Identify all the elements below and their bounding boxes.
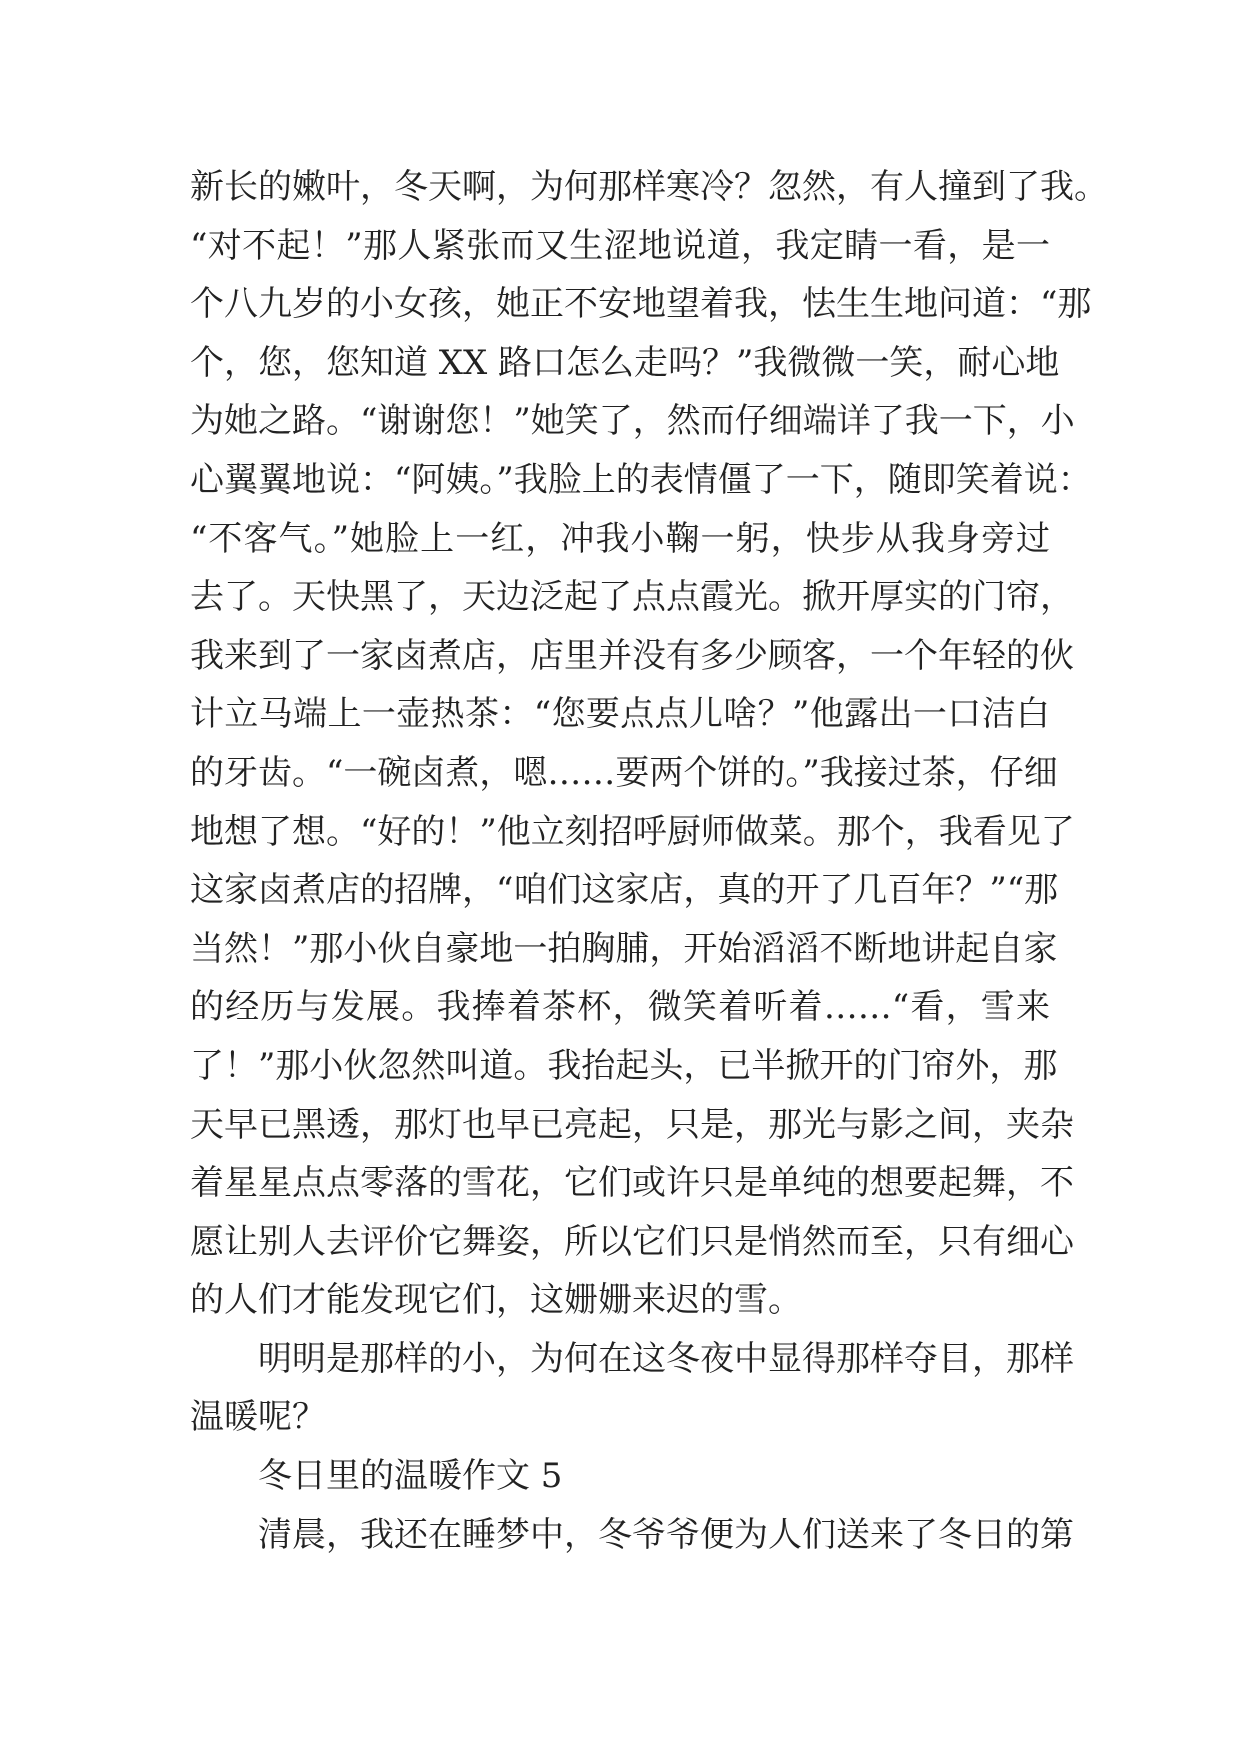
text-line: 这家卤煮店的招牌，“咱们这家店，真的开了几百年？”“那 [190, 870, 1059, 911]
text-line: 为她之路。“谢谢您！”她笑了，然而仔细端详了我一下，小 [190, 401, 1075, 442]
text-line: 着星星点点零落的雪花，它们或许只是单纯的想要起舞，不 [190, 1163, 1074, 1204]
text-line: 新长的嫩叶，冬天啊，为何那样寒冷？忽然，有人撞到了我。 [190, 167, 1108, 207]
text-line: 的人们才能发现它们，这姗姗来迟的雪。 [190, 1280, 802, 1321]
text-line: 我来到了一家卤煮店，店里并没有多少顾客，一个年轻的伙 [190, 635, 1074, 676]
text-line: 心翼翼地说：“阿姨。”我脸上的表情僵了一下，随即笑着说： [190, 459, 1092, 500]
text-line: “对不起！”那人紧张而又生涩地说道，我定睛一看，是一 [190, 225, 1050, 266]
text-line: 个，您，您知道 XX 路口怎么走吗？”我微微一笑，耐心地 [190, 342, 1060, 383]
text-line: “不客气。”她脸上一红，冲我小鞠一躬，快步从我身旁过 [190, 518, 1050, 559]
text-line: 清晨，我还在睡梦中，冬爷爷便为人们送来了冬日的第 [258, 1514, 1074, 1555]
text-line: 明明是那样的小，为何在这冬夜中显得那样夺目，那样 [258, 1338, 1074, 1379]
text-line: 愿让别人去评价它舞姿，所以它们只是悄然而至，只有细心 [190, 1221, 1074, 1262]
text-line: 个八九岁的小女孩，她正不安地望着我，怯生生地问道：“那 [190, 284, 1092, 325]
text-line: 计立马端上一壶热茶：“您要点点儿啥？”他露出一口洁白 [190, 694, 1050, 735]
essay-body [190, 158, 1108, 1564]
section-heading: 冬日里的温暖作文 5 [258, 1456, 563, 1497]
text-line: 了！”那小伙忽然叫道。我抬起头，已半掀开的门帘外，那 [190, 1045, 1058, 1086]
text-line: 的经历与发展。我捧着茶杯，微笑着听着……“看，雪来 [190, 987, 1050, 1028]
text-line: 的牙齿。“一碗卤煮，嗯……要两个饼的。”我接过茶，仔细 [190, 752, 1058, 793]
text-line: 温暖呢？ [190, 1397, 326, 1438]
text-line: 天早已黑透，那灯也早已亮起，只是，那光与影之间，夹杂 [190, 1104, 1074, 1145]
text-line: 去了。天快黑了，天边泛起了点点霞光。掀开厚实的门帘， [190, 577, 1074, 618]
text-line: 当然！”那小伙自豪地一拍胸脯，开始滔滔不断地讲起自家 [190, 928, 1058, 969]
text-line: 地想了想。“好的！”他立刻招呼厨师做菜。那个，我看见了 [190, 811, 1075, 852]
